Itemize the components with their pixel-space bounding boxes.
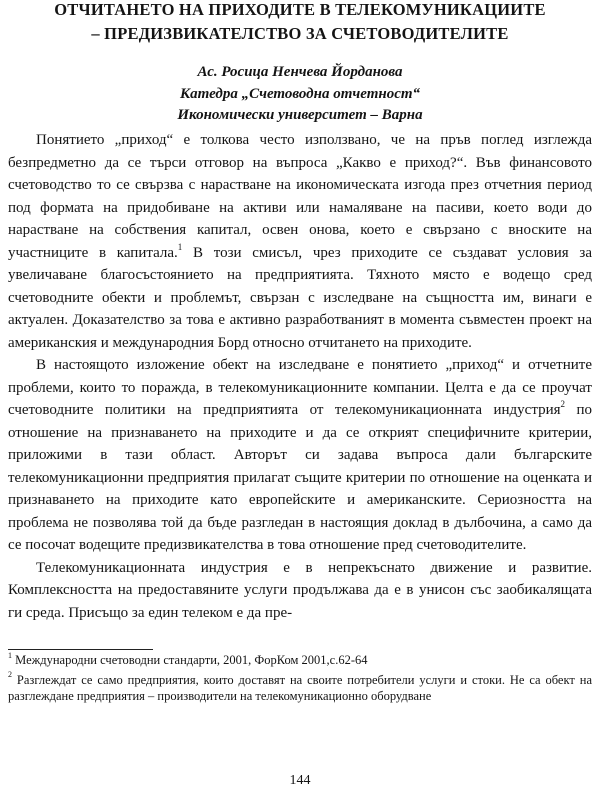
footnote-1 [8, 652, 592, 669]
footnote-2-mark: 2 [8, 670, 12, 680]
title-line-2: – ПРЕДИЗВИКАТЕЛСТВО ЗА СЧЕТОВОДИТЕЛИТЕ [91, 24, 509, 43]
paper-title [10, 0, 590, 46]
footnotes [8, 652, 592, 708]
body-text [8, 129, 592, 624]
page-number: 144 [289, 773, 311, 788]
paragraph-1 [8, 129, 592, 354]
paragraph-2 [8, 354, 592, 557]
footnote-2-text: Разглеждат се само предприятия, които доставят на своите потребители услуги и стоки. Не са обект на разглеждане предприятия – производители на телекомуникационно оборудване [8, 672, 592, 703]
title-line-1: ОТЧИТАНЕТО НА ПРИХОДИТЕ В ТЕЛЕКОМУНИКАЦИИТЕ [54, 0, 546, 19]
footnote-ref-1: 1 [177, 241, 183, 252]
footnote-1-text: Международни счетоводни стандарти, 2001, ФорКом 2001,с.62-64 [12, 653, 368, 667]
footnote-separator [8, 649, 153, 650]
paragraph-1-part-a: Понятието „приход“ е толкова често използвано, че на пръв поглед изглежда безпредметно да се търси отговор на въпроса „Какво е приход?“. Във финансовото счетоводство то се свързва с нарастване на икономическата изгода през отчетния период под формата на придобиване на активи или намаляване на пасиви, което води до нарастване на собствения капитал, освен онова, което е свързано с вноските на участниците в капитала. [8, 132, 592, 261]
author-department: Катедра „Счетоводна отчетност“ [179, 85, 421, 102]
paragraph-1-part-b: В този смисъл, чрез приходите се създават условия за увеличаване благосъстоянието на предприятията. Тяхното място е водещо сред счетоводните обекти и проблемът, свързан с изследване на същността им, винаги е актуален. Доказателство за това е активно разработваният в момента съвместен проект на американския и международния Борд относно отчитането на приходите. [8, 244, 592, 351]
paragraph-2-part-b: по отношение на признаването на приходите и да се открият специфичните критерии, приложими в тази област. Авторът си задава въпроса дали българските телекомуникационни предприятия прилагат същите критерии по отношение на оценката и признаването на приходите като европейските и американските. Сериозността на проблема не позволява той да бъде разгледан в настоящия доклад в дълбочина, а само да се посочат водещите предизвикателства в това отношение пред счетоводителите. [8, 402, 593, 553]
footnote-2 [8, 672, 592, 705]
author-name: Ас. Росица Ненчева Йорданова [197, 64, 403, 80]
footnote-1-mark: 1 [8, 650, 12, 660]
paragraph-2-part-a: В настоящото изложение обект на изследване е понятието „приход“ и отчетните проблеми, които то поражда, в телекомуникационните компании. Целта е да се проучат счетоводните политики на предприятията от телекомуникационната индустрия [8, 357, 592, 418]
paragraph-3: Телекомуникационната индустрия е в непрекъснато движение и развитие. Комплексността на предоставяните услуги продължава да е в унисон със заобикалящата ги среда. Присъщо за един телеком е да пре- [8, 559, 592, 621]
author-block [60, 62, 540, 127]
author-university: Икономически университет – Варна [177, 107, 423, 123]
footnote-ref-2: 2 [560, 399, 566, 409]
